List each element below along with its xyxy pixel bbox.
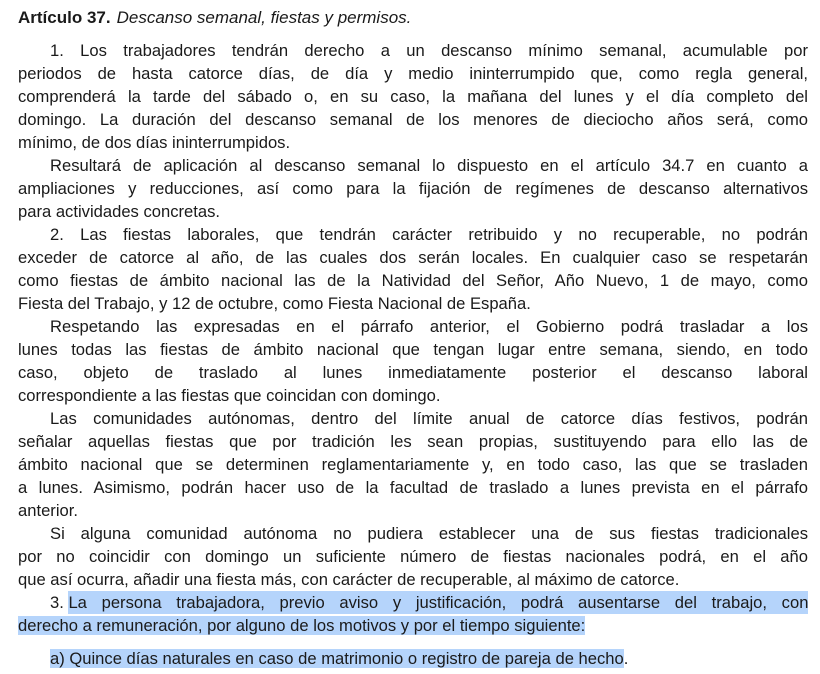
text-line: anterior. [18,501,78,520]
selected-text[interactable]: a) Quince días naturales en caso de matrimonio o registro de pareja de hecho [50,649,624,668]
text-line: para actividades concretas. [18,202,221,221]
text-line: domingo. La duración del descanso semanal de los menores de dieciocho años será, como [18,110,808,129]
text-line: lunes todas las fiestas de ámbito nacional que tengan lugar entre semana, siendo, en todo [18,340,808,359]
article-title [18,6,411,29]
text-line: señalar aquellas fiestas que por tradición les sean propias, sustituyendo para ello las de [18,432,808,451]
text-line: Si alguna comunidad autónoma no pudiera establecer una de sus fiestas tradicionales [50,524,808,543]
selected-text[interactable]: derecho a remuneración, por alguno de los motivos y por el tiempo siguiente: [18,616,586,635]
text-line: ampliaciones y reducciones, así como para la fijación de regímenes de descanso alternativos [18,179,808,198]
text-line: que así ocurra, añadir una fiesta más, con carácter de recuperable, al máximo de catorce. [18,570,680,589]
text-line: mínimo, de dos días ininterrumpidos. [18,133,291,152]
article-body [18,39,808,670]
text-line: caso, objeto de traslado al lunes inmediatamente posterior el descanso laboral [18,363,808,382]
text-line: Fiesta del Trabajo, y 12 de octubre, como Fiesta Nacional de España. [18,294,531,313]
text-line: correspondiente a las fiestas que coincidan con domingo. [18,386,441,405]
text-line: como fiestas de ámbito nacional las de la Natividad del Señor, Año Nuevo, 1 de mayo, como [18,271,808,290]
text-line: comprenderá la tarde del sábado o, en su caso, la mañana del lunes y el día completo del [18,87,808,106]
paragraph-gap [18,637,808,647]
section3-line2 [18,614,808,637]
text-line: exceder de catorce al año, de las cuales dos serán locales. En cualquier caso se respetarán [18,248,808,267]
article-number: Artículo 37. [18,8,111,27]
text-line: Las comunidades autónomas, dentro del límite anual de catorce días festivos, podrán [50,409,808,428]
text-line: por no coincidir con domingo un suficiente número de fiestas nacionales podrá, en el año [18,547,808,566]
text-line: periodos de hasta catorce días, de día y medio ininterrumpido que, como regla general, [18,64,808,83]
text-line: Respetando las expresadas en el párrafo anterior, el Gobierno podrá trasladar a los [50,317,808,336]
list-item-a: a) Quince días naturales en caso de matrimonio o registro de pareja de hecho. [50,649,629,668]
text-line: ámbito nacional que se determinen reglamentariamente y, en todo caso, las que se trasladen [18,455,808,474]
text-line: 2. Las fiestas laborales, que tendrán carácter retribuido y no recuperable, no podrán [50,225,808,244]
text-line: Resultará de aplicación al descanso semanal lo dispuesto en el artículo 34.7 en cuanto a [50,156,808,175]
text-line: 1. Los trabajadores tendrán derecho a un descanso mínimo semanal, acumulable por [50,41,808,60]
text-line: a lunes. Asimismo, podrán hacer uso de la facultad de traslado a lunes prevista en el párrafo [18,478,808,497]
article-heading: Descanso semanal, fiestas y permisos. [116,8,412,27]
selected-text[interactable]: La persona trabajadora, previo aviso y justificación, podrá ausentarse del trabajo, con [68,593,809,612]
section3-prefix: 3. [50,593,69,612]
section3-line1 [18,591,808,614]
